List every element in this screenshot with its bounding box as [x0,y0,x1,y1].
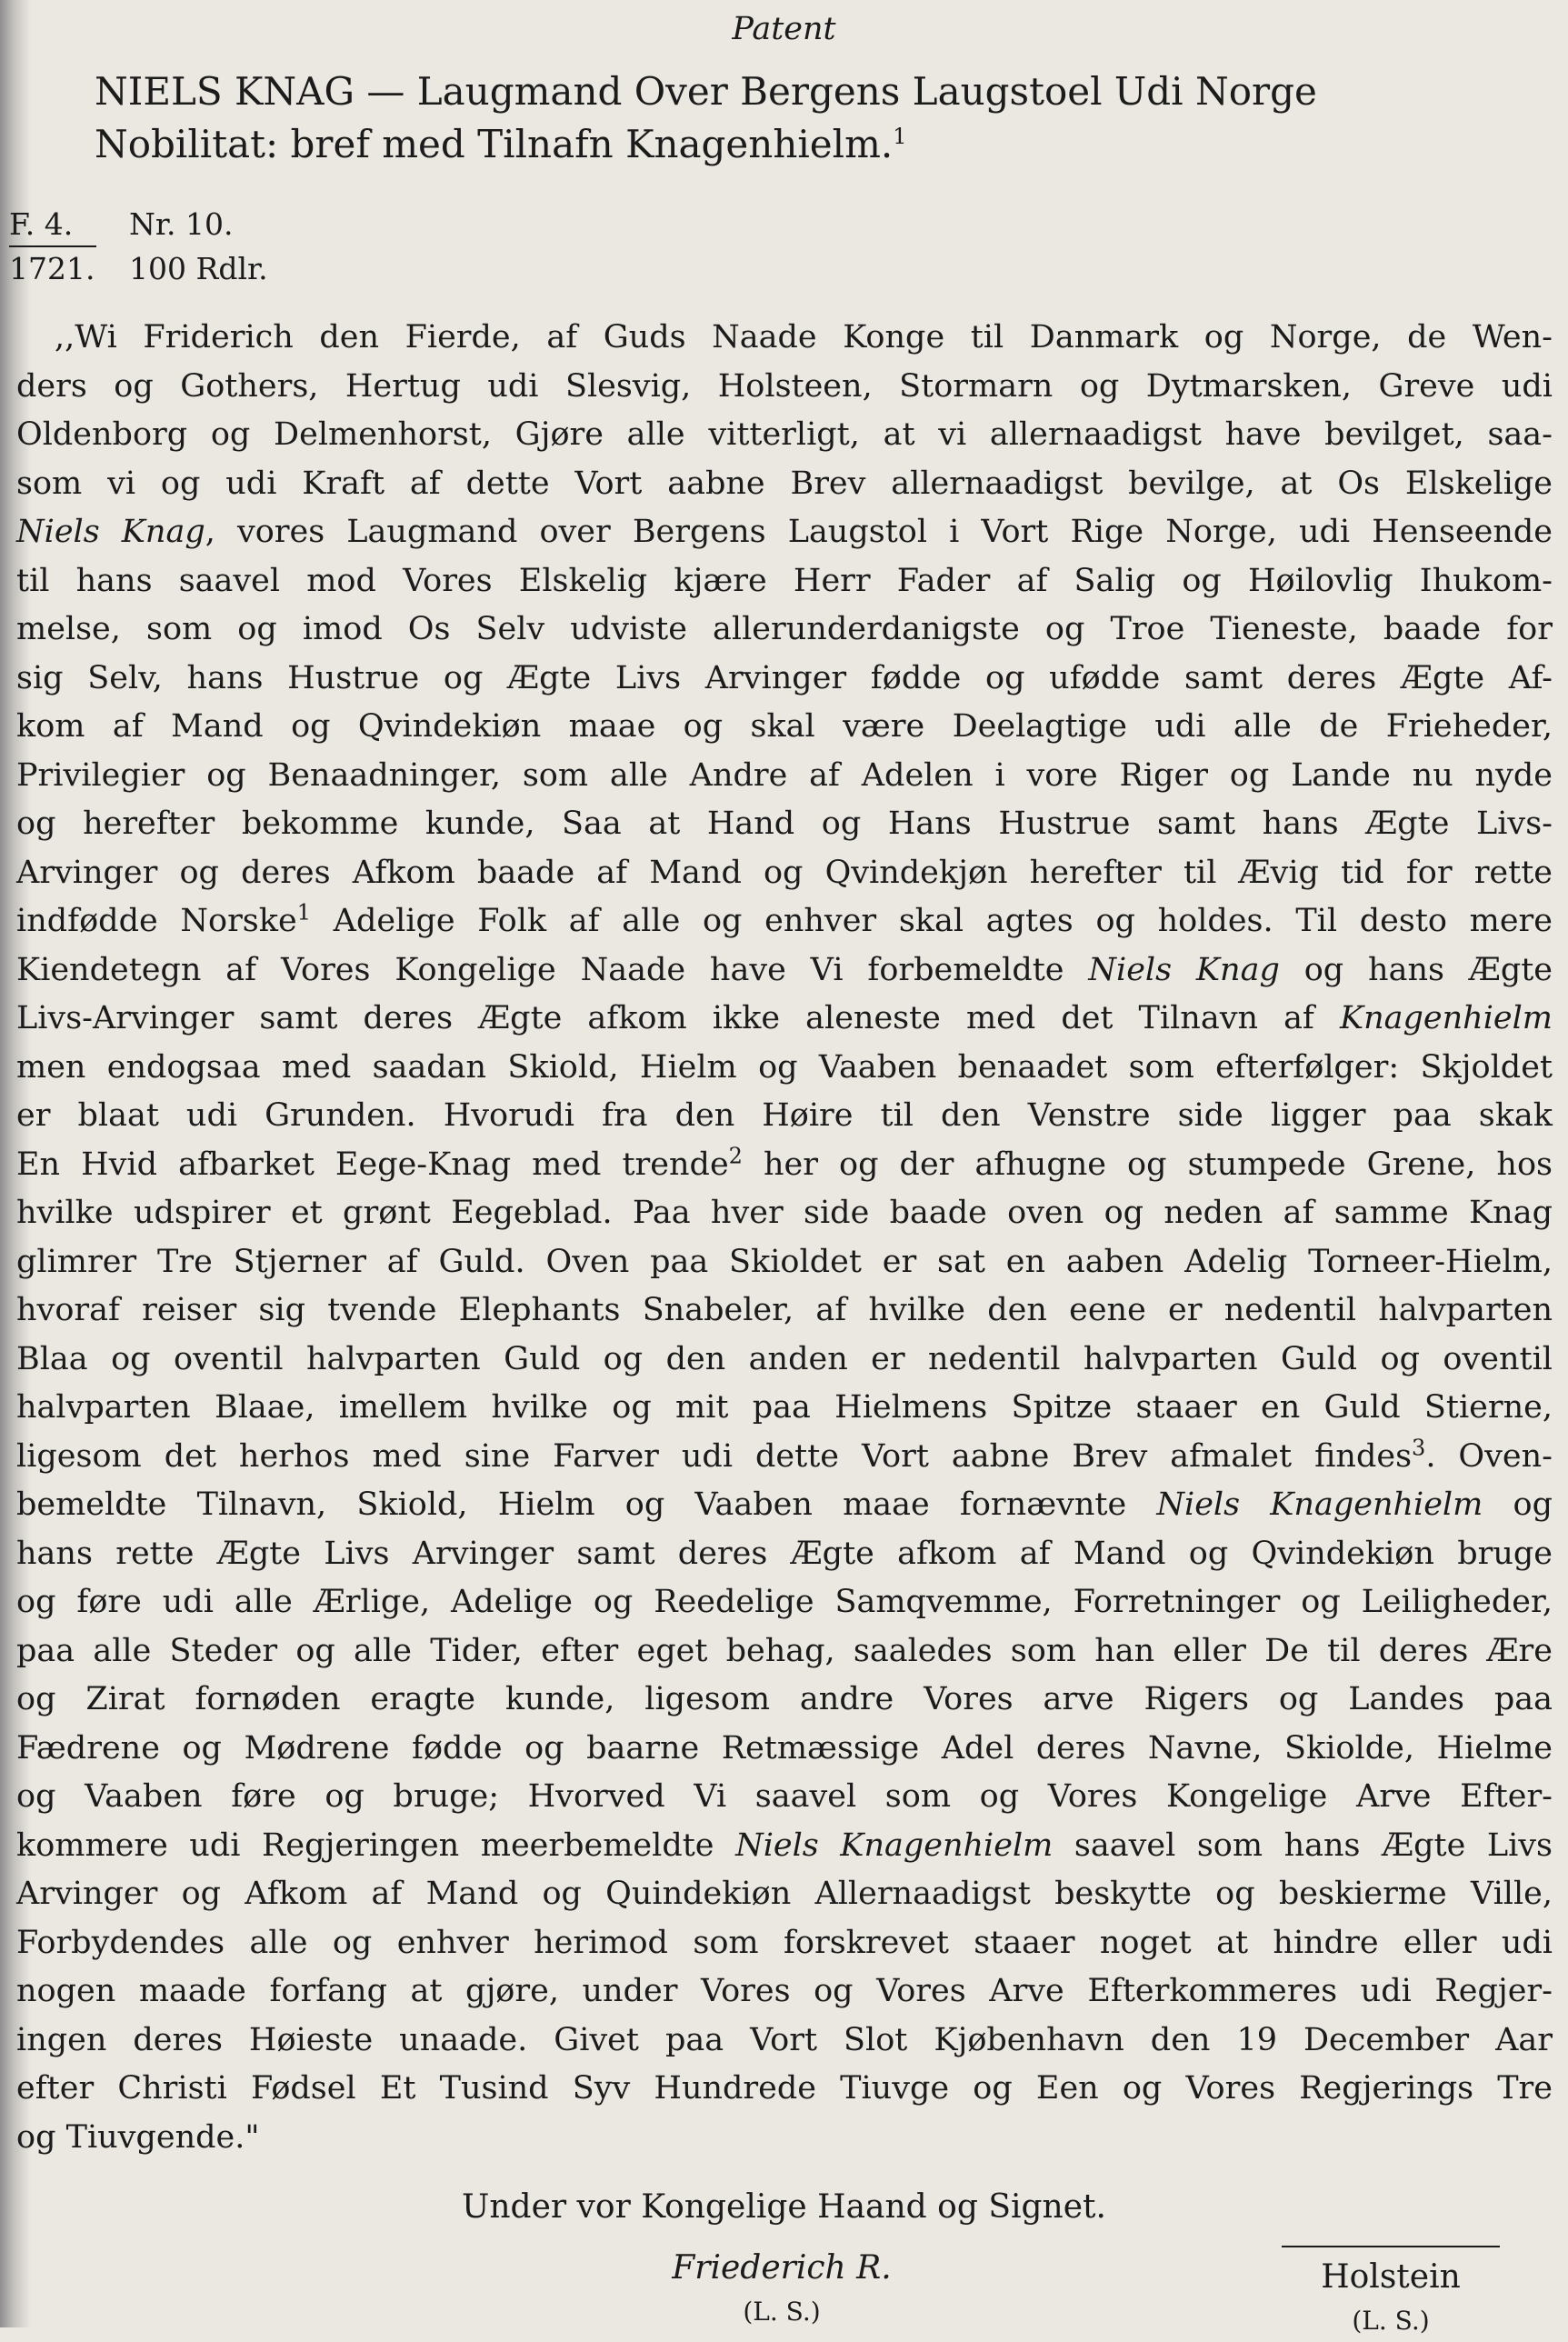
body-line [16,946,1553,996]
body-line: Fædrene og Mødrene fødde og baarne Retmæssige Adel deres Navne, Skiolde, Hielme [16,1729,1553,1767]
body-fragment: Adelige Folk af alle og enhver skal agtes og holdes. Til desto mere [310,903,1553,939]
name-italic: Knagenhielm [1339,1000,1553,1036]
body-line: ders og Gothers, Hertug udi Slesvig, Holsteen, Stormarn og Dytmarsken, Greve udi [16,367,1553,405]
body-line [16,1433,1553,1482]
footnote-marker: 1 [893,124,907,149]
body-fragment: En Hvid afbarket Eege-Knag med trende [16,1146,729,1183]
body-line: og Zirat fornøden eragte kunde, ligesom andre Vores arve Rigers og Landes paa [16,1681,1553,1717]
signature-name: Holstein [1321,2258,1461,2296]
body-line: Blaa og oventil halvparten Guld og den anden er nedentil halvparten Guld og oventil [16,1340,1553,1377]
footnote-marker: 3 [1412,1434,1426,1460]
body-line [16,995,1553,1044]
body-line: til hans saavel mod Vores Elskelig kjære Herr Fader af Salig og Høilovlig Ihukom- [16,562,1553,599]
body-fragment: Kiendetegn af Vores Kongelige Naade have Vi forbemeldte [16,951,1089,988]
body-line: som vi og udi Kraft af dette Vort aabne Brev allernaadigst bevilge, at Os Elskelige [16,465,1553,502]
body-line: og føre udi alle Ærlige, Adelige og Reedelige Samqvemme, Forretninger og Leiligheder, [16,1584,1553,1620]
signature-name-italic: Friederich R. [672,2249,892,2287]
body-fragment: , vores Laugmand over Bergens Laugstol i Vort Rige Norge, udi Henseende [205,514,1553,550]
signature-name [636,2246,927,2291]
body-line: og herefter bekomme kunde, Saa at Hand og Hans Hustrue samt hans Ægte Livs- [16,806,1553,842]
heading-line-2 [95,118,1422,171]
folio-label: F. 4. [9,206,74,242]
signature-countersign [1254,2246,1527,2342]
body-line: er blaat udi Grunden. Hvorudi fra den Høire til den Venstre side ligger paa skak [16,1097,1553,1134]
seal-mark: (L. S.) [1352,2306,1430,2336]
body-line [16,508,1553,557]
body-fragment: her og der afhugne og stumpede Grene, hos [742,1146,1553,1183]
body-line: men endogsaa med saadan Skiold, Hielm og Vaaben benaadet som efterfølger: Skjoldet [16,1048,1553,1086]
body-line: nogen maade forfang at gjøre, under Vores og Vores Arve Efterkommeres udi Regjer- [16,1973,1553,2009]
name-italic: Niels Knagenhielm [1156,1486,1483,1523]
body-line: og Tiuvgende." [16,2118,260,2156]
body-fragment: ligesom det herhos med sine Farver udi dette Vort aabne Brev afmalet findes [16,1437,1413,1475]
heading-line-2-text: Nobilitat: bref med Tilnafn Knagenhielm. [95,122,894,166]
body-line: kom af Mand og Qvindekiøn maae og skal være Deelagtige udi alle de Frieheder, [16,708,1553,745]
body-line [16,897,1553,946]
body-line: Arvinger og deres Afkom baade af Mand og Qvindekjøn herefter til Ævig tid for rette [16,854,1553,891]
body-fragment: og [1483,1486,1553,1523]
signature-king [636,2246,927,2333]
body-line [16,1141,1553,1190]
name-italic: Niels Knag [16,514,205,550]
reference-row-top [9,203,268,245]
body-line [16,1822,1553,1871]
body-line [16,1481,1553,1530]
seal-mark: (L. S.) [743,2297,821,2327]
body-line: hvoraf reiser sig tvende Elephants Snabeler, af hvilke den eene er nedentil halvparten [16,1292,1553,1328]
body-line: sig Selv, hans Hustrue og Ægte Livs Arvinger fødde og ufødde samt deres Ægte Af- [16,659,1553,696]
footnote-marker: 1 [296,899,311,926]
body-line: paa alle Steder og alle Tider, efter eget behag, saaledes som han eller De til deres Ære [16,1632,1553,1669]
page-header-title: Patent [732,11,836,47]
body-line: Oldenborg og Delmenhorst, Gjøre alle vitterligt, at vi allernaadigst have bevilget, saa- [16,416,1553,453]
record-reference [9,203,268,290]
name-italic: Niels Knag [1088,951,1280,988]
body-fragment: . Oven- [1425,1437,1553,1475]
document-heading [95,65,1422,171]
body-line: glimrer Tre Stjerner af Guld. Oven paa Skioldet er sat en aaben Adelig Torneer-Hielm, [16,1243,1553,1280]
number-label: Nr. 10. [129,206,234,242]
body-fragment: Livs-Arvinger samt deres Ægte afkom ikke aleneste med det Tilnavn af [16,1000,1340,1036]
body-line: Arvinger og Afkom af Mand og Quindekiøn Allernaadigst beskytte og beskierme Ville, [16,1876,1553,1912]
patent-body [16,314,1553,2162]
closing-formula: Under vor Kongelige Haand og Signet. [462,2188,1106,2226]
body-line: Forbydendes alle og enhver herimod som forskrevet staaer noget at hindre eller udi [16,1924,1553,1961]
body-line: ,,Wi Friderich den Fierde, af Guds Naade Konge til Danmark og Norge, de Wen- [55,319,1553,355]
reference-row-bottom [9,247,268,290]
body-line: melse, som og imod Os Selv udviste allerunderdanigste og Troe Tieneste, baade for [16,611,1553,647]
body-line: ingen deres Høieste unaade. Givet paa Vort Slot Kjøbenhavn den 19 December Aar [16,2021,1553,2058]
heading-line-1: NIELS KNAG — Laugmand Over Bergens Laugstoel Udi Norge [95,69,1317,114]
body-line: hans rette Ægte Livs Arvinger samt deres Ægte afkom af Mand og Qvindekiøn bruge [16,1535,1553,1572]
body-line: og Vaaben føre og bruge; Hvorved Vi saavel som og Vores Kongelige Arve Efter- [16,1778,1553,1815]
body-fragment: indfødde Norske [16,903,297,939]
body-fragment: saavel som hans Ægte Livs [1053,1827,1553,1864]
signature-rule [1282,2246,1500,2247]
body-fragment: bemeldte Tilnavn, Skiold, Hielm og Vaaben maae fornævnte [16,1486,1157,1523]
body-line: hvilke udspirer et grønt Eegeblad. Paa hver side baade oven og neden af samme Knag [16,1195,1553,1231]
body-line: Privilegier og Benaadninger, som alle Andre af Adelen i vore Riger og Lande nu nyde [16,756,1553,794]
footnote-marker: 2 [728,1142,743,1168]
year-label: 1721. [9,251,95,286]
fee-label: 100 Rdlr. [129,251,268,286]
name-italic: Niels Knagenhielm [735,1827,1054,1864]
body-line: efter Christi Fødsel Et Tusind Syv Hundrede Tiuvge og Een og Vores Regjerings Tre [16,2070,1553,2107]
body-fragment: kommere udi Regjeringen meerbemeldte [16,1827,736,1864]
body-fragment: og hans Ægte [1279,951,1553,988]
body-line: halvparten Blaae, imellem hvilke og mit paa Hielmens Spitze staaer en Guld Stierne, [16,1389,1553,1426]
